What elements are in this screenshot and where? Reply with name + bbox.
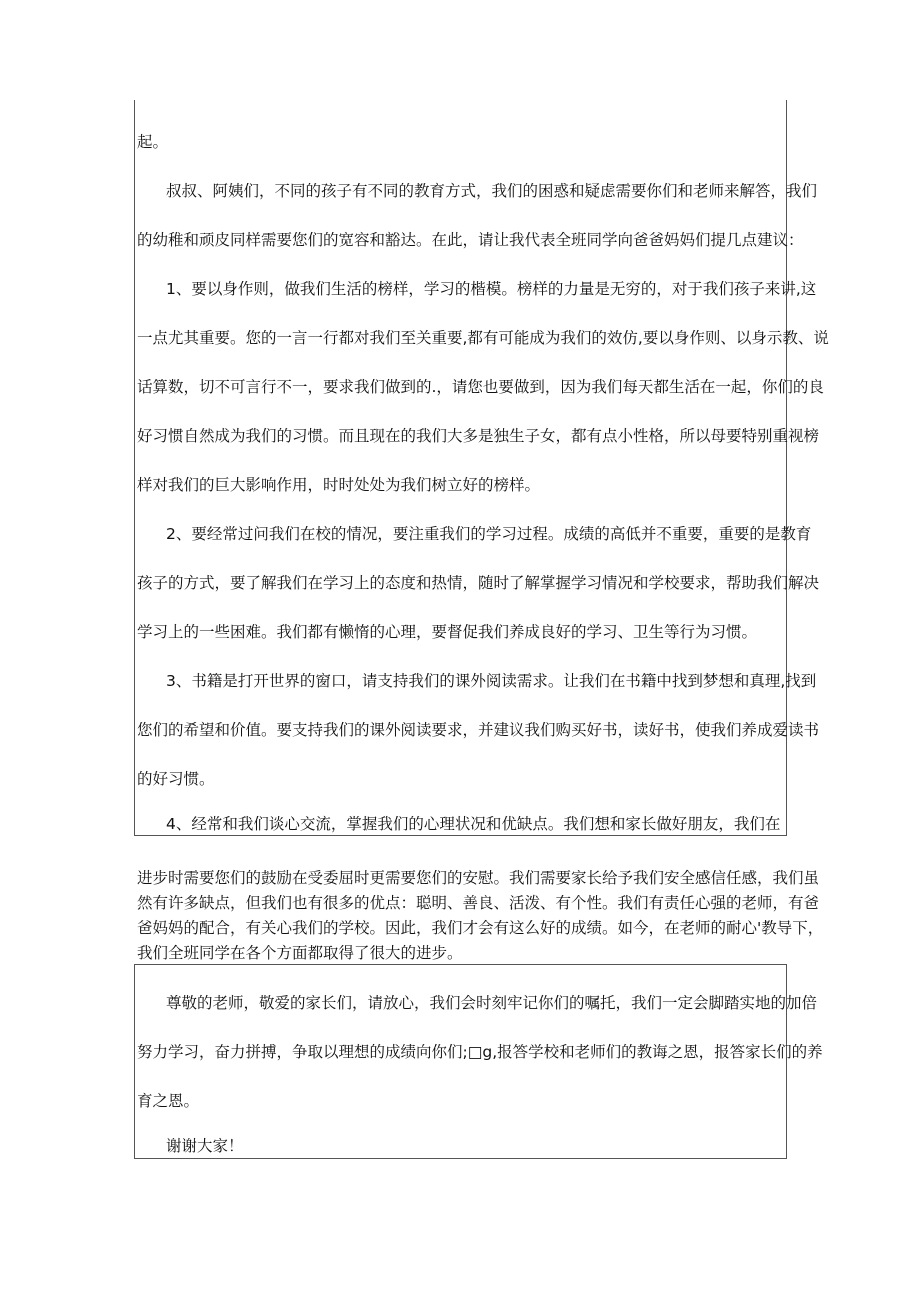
paragraph-line: 样对我们的巨大影响作用，时时处处为我们树立好的榜样。 — [137, 476, 541, 494]
paragraph-line: 孩子的方式，要了解我们在学习上的态度和热情，随时了解掌握学习情况和学校要求，帮助我们解决 — [137, 574, 820, 592]
paragraph-line: 好习惯自然成为我们的习惯。而且现在的我们大多是独生子女，都有点小性格，所以母要特别重视榜 — [137, 427, 820, 445]
paragraph-line: 努力学习，奋力拼搏，争取以理想的成绩向你们;□g,报答学校和老师们的教诲之恩，报答家长们的养 — [137, 1043, 823, 1061]
paragraph-line: 叔叔、阿姨们，不同的孩子有不同的教育方式，我们的困惑和疑虑需要你们和老师来解答，我们 — [166, 182, 818, 200]
paragraph-line: 我们全班同学在各个方面都取得了很大的进步。 — [137, 944, 463, 962]
paragraph-line: 一点尤其重要。您的一言一行都对我们至关重要,都有可能成为我们的效仿,要以身作则、以身示教、说 — [137, 329, 829, 347]
paragraph-line: 爸妈妈的配合，有关心我们的学校。因此，我们才会有这么好的成绩。如今，在老师的耐心'教导下， — [137, 919, 824, 937]
closing-line: 谢谢大家！ — [166, 1137, 244, 1155]
paragraph-line: 2、要经常过问我们在校的情况，要注重我们的学习过程。成绩的高低并不重要，重要的是教育 — [166, 525, 812, 543]
paragraph-line: 学习上的一些困难。我们都有懒惰的心理，要督促我们养成良好的学习、卫生等行为习惯。 — [137, 623, 758, 641]
paragraph-line: 话算数，切不可言行不一，要求我们做到的.，请您也要做到，因为我们每天都生活在一起，你们的良 — [137, 378, 824, 396]
paragraph-line: 3、书籍是打开世界的窗口，请支持我们的课外阅读需求。让我们在书籍中找到梦想和真理,找到 — [166, 672, 817, 690]
paragraph-line: 的幼稚和顽皮同样需要您们的宽容和豁达。在此，请让我代表全班同学向爸爸妈妈们提几点建议： — [137, 231, 804, 249]
paragraph-line: 进步时需要您们的鼓励在受委屈时更需要您们的安慰。我们需要家长给予我们安全感信任感，我们虽 — [137, 869, 820, 887]
paragraph-line: 的好习惯。 — [137, 770, 215, 788]
paragraph-line: 起。 — [137, 133, 169, 151]
paragraph-line: 然有许多缺点，但我们也有很多的优点：聪明、善良、活泼、有个性。我们有责任心强的老师，有爸 — [137, 894, 820, 912]
paragraph-line: 1、要以身作则，做我们生活的榜样，学习的楷模。榜样的力量是无穷的，对于我们孩子来讲,这 — [166, 280, 817, 298]
paragraph-line: 育之恩。 — [137, 1092, 200, 1110]
paragraph-line: 您们的希望和价值。要支持我们的课外阅读要求，并建议我们购买好书，读好书，使我们养成爱读书 — [137, 721, 820, 739]
paragraph-line: 4、经常和我们谈心交流，掌握我们的心理状况和优缺点。我们想和家长做好朋友，我们在 — [166, 815, 781, 833]
paragraph-line: 尊敬的老师，敬爱的家长们，请放心，我们会时刻牢记你们的嘱托，我们一定会脚踏实地的加倍 — [166, 994, 818, 1012]
